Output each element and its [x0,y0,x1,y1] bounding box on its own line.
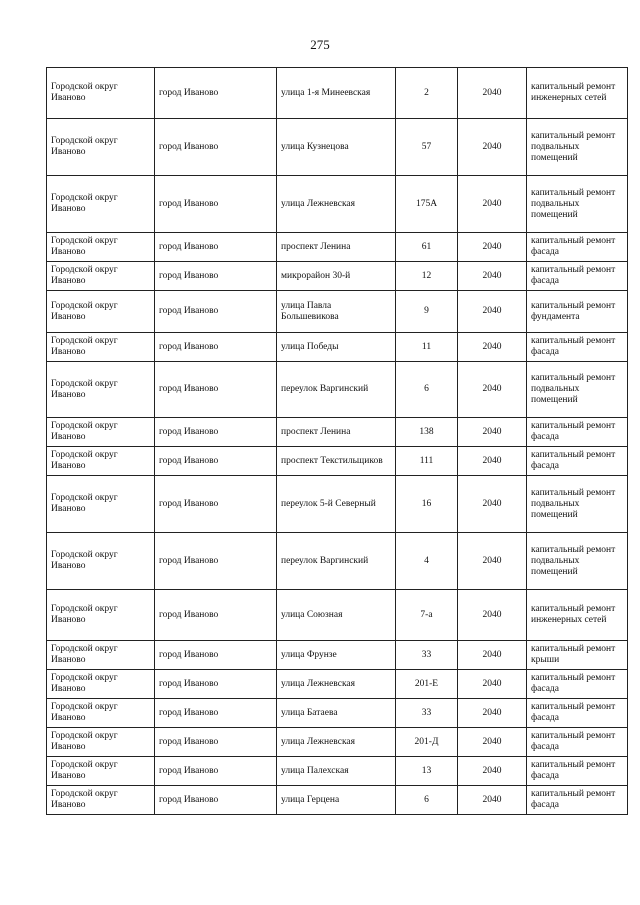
table-row [47,476,628,533]
work-cell: капитальный ремонт фасада [527,418,628,447]
page-number: 275 [310,37,330,52]
table-row [47,590,628,641]
work-cell: капитальный ремонт крыши [527,641,628,670]
house-cell: 33 [396,641,458,670]
district-cell: Городской округ Иваново [47,476,155,533]
street-cell: проспект Ленина [277,418,396,447]
work-cell: капитальный ремонт фасада [527,728,628,757]
house-cell: 175А [396,176,458,233]
table-row [47,68,628,119]
house-cell: 111 [396,447,458,476]
year-cell: 2040 [458,670,527,699]
table-row [47,291,628,333]
street-cell: улица Лежневская [277,670,396,699]
year-cell: 2040 [458,786,527,815]
district-cell: Городской округ Иваново [47,291,155,333]
house-cell: 201-Е [396,670,458,699]
house-cell: 12 [396,262,458,291]
work-cell: капитальный ремонт подвальных помещений [527,176,628,233]
street-cell: улица Герцена [277,786,396,815]
work-cell: капитальный ремонт инженерных сетей [527,68,628,119]
street-cell: проспект Текстильщиков [277,447,396,476]
district-cell: Городской округ Иваново [47,447,155,476]
table-row [47,728,628,757]
street-cell: улица Кузнецова [277,119,396,176]
table-row [47,119,628,176]
street-cell: переулок Варгинский [277,533,396,590]
district-cell: Городской округ Иваново [47,362,155,418]
district-cell: Городской округ Иваново [47,233,155,262]
street-cell: улица Палехская [277,757,396,786]
year-cell: 2040 [458,262,527,291]
city-cell: город Иваново [155,233,277,262]
street-cell: улица Батаева [277,699,396,728]
city-cell: город Иваново [155,699,277,728]
table-body [47,68,628,815]
year-cell: 2040 [458,333,527,362]
work-cell: капитальный ремонт фасада [527,233,628,262]
table-row [47,418,628,447]
year-cell: 2040 [458,447,527,476]
city-cell: город Иваново [155,476,277,533]
district-cell: Городской округ Иваново [47,262,155,291]
house-cell: 6 [396,786,458,815]
year-cell: 2040 [458,362,527,418]
house-cell: 9 [396,291,458,333]
house-cell: 57 [396,119,458,176]
city-cell: город Иваново [155,119,277,176]
district-cell: Городской округ Иваново [47,418,155,447]
district-cell: Городской округ Иваново [47,119,155,176]
house-cell: 13 [396,757,458,786]
street-cell: переулок Варгинский [277,362,396,418]
street-cell: улица Лежневская [277,176,396,233]
year-cell: 2040 [458,699,527,728]
district-cell: Городской округ Иваново [47,728,155,757]
district-cell: Городской округ Иваново [47,670,155,699]
city-cell: город Иваново [155,176,277,233]
year-cell: 2040 [458,291,527,333]
work-cell: капитальный ремонт подвальных помещений [527,533,628,590]
district-cell: Городской округ Иваново [47,786,155,815]
house-cell: 33 [396,699,458,728]
year-cell: 2040 [458,757,527,786]
street-cell: переулок 5-й Северный [277,476,396,533]
year-cell: 2040 [458,590,527,641]
year-cell: 2040 [458,233,527,262]
house-cell: 138 [396,418,458,447]
city-cell: город Иваново [155,670,277,699]
work-cell: капитальный ремонт фасада [527,757,628,786]
city-cell: город Иваново [155,728,277,757]
work-cell: капитальный ремонт подвальных помещений [527,476,628,533]
house-cell: 16 [396,476,458,533]
year-cell: 2040 [458,119,527,176]
house-cell: 6 [396,362,458,418]
repair-plan-table [46,67,628,815]
city-cell: город Иваново [155,786,277,815]
city-cell: город Иваново [155,362,277,418]
work-cell: капитальный ремонт фасада [527,670,628,699]
street-cell: улица Победы [277,333,396,362]
street-cell: улица Лежневская [277,728,396,757]
work-cell: капитальный ремонт фундамента [527,291,628,333]
district-cell: Городской округ Иваново [47,590,155,641]
street-cell: улица 1-я Минеевская [277,68,396,119]
table-row [47,447,628,476]
year-cell: 2040 [458,533,527,590]
city-cell: город Иваново [155,418,277,447]
house-cell: 2 [396,68,458,119]
house-cell: 61 [396,233,458,262]
work-cell: капитальный ремонт фасада [527,786,628,815]
table-row [47,786,628,815]
work-cell: капитальный ремонт подвальных помещений [527,362,628,418]
work-cell: капитальный ремонт фасада [527,333,628,362]
table-row [47,233,628,262]
table-row [47,176,628,233]
year-cell: 2040 [458,728,527,757]
table-row [47,333,628,362]
city-cell: город Иваново [155,68,277,119]
city-cell: город Иваново [155,291,277,333]
city-cell: город Иваново [155,262,277,291]
house-cell: 4 [396,533,458,590]
work-cell: капитальный ремонт подвальных помещений [527,119,628,176]
district-cell: Городской округ Иваново [47,533,155,590]
year-cell: 2040 [458,476,527,533]
district-cell: Городской округ Иваново [47,699,155,728]
district-cell: Городской округ Иваново [47,333,155,362]
district-cell: Городской округ Иваново [47,641,155,670]
house-cell: 11 [396,333,458,362]
city-cell: город Иваново [155,757,277,786]
city-cell: город Иваново [155,641,277,670]
year-cell: 2040 [458,641,527,670]
table-row [47,757,628,786]
work-cell: капитальный ремонт фасада [527,699,628,728]
city-cell: город Иваново [155,590,277,641]
street-cell: улица Союзная [277,590,396,641]
table-row [47,699,628,728]
district-cell: Городской округ Иваново [47,176,155,233]
city-cell: город Иваново [155,447,277,476]
table-row [47,533,628,590]
table-row [47,262,628,291]
table-row [47,670,628,699]
district-cell: Городской округ Иваново [47,757,155,786]
table-row [47,362,628,418]
work-cell: капитальный ремонт фасада [527,262,628,291]
street-cell: улица Фрунзе [277,641,396,670]
year-cell: 2040 [458,68,527,119]
district-cell: Городской округ Иваново [47,68,155,119]
street-cell: микрорайон 30-й [277,262,396,291]
table-row [47,641,628,670]
street-cell: проспект Ленина [277,233,396,262]
city-cell: город Иваново [155,533,277,590]
house-cell: 201-Д [396,728,458,757]
work-cell: капитальный ремонт инженерных сетей [527,590,628,641]
year-cell: 2040 [458,176,527,233]
house-cell: 7-а [396,590,458,641]
work-cell: капитальный ремонт фасада [527,447,628,476]
street-cell: улица Павла Большевикова [277,291,396,333]
year-cell: 2040 [458,418,527,447]
city-cell: город Иваново [155,333,277,362]
